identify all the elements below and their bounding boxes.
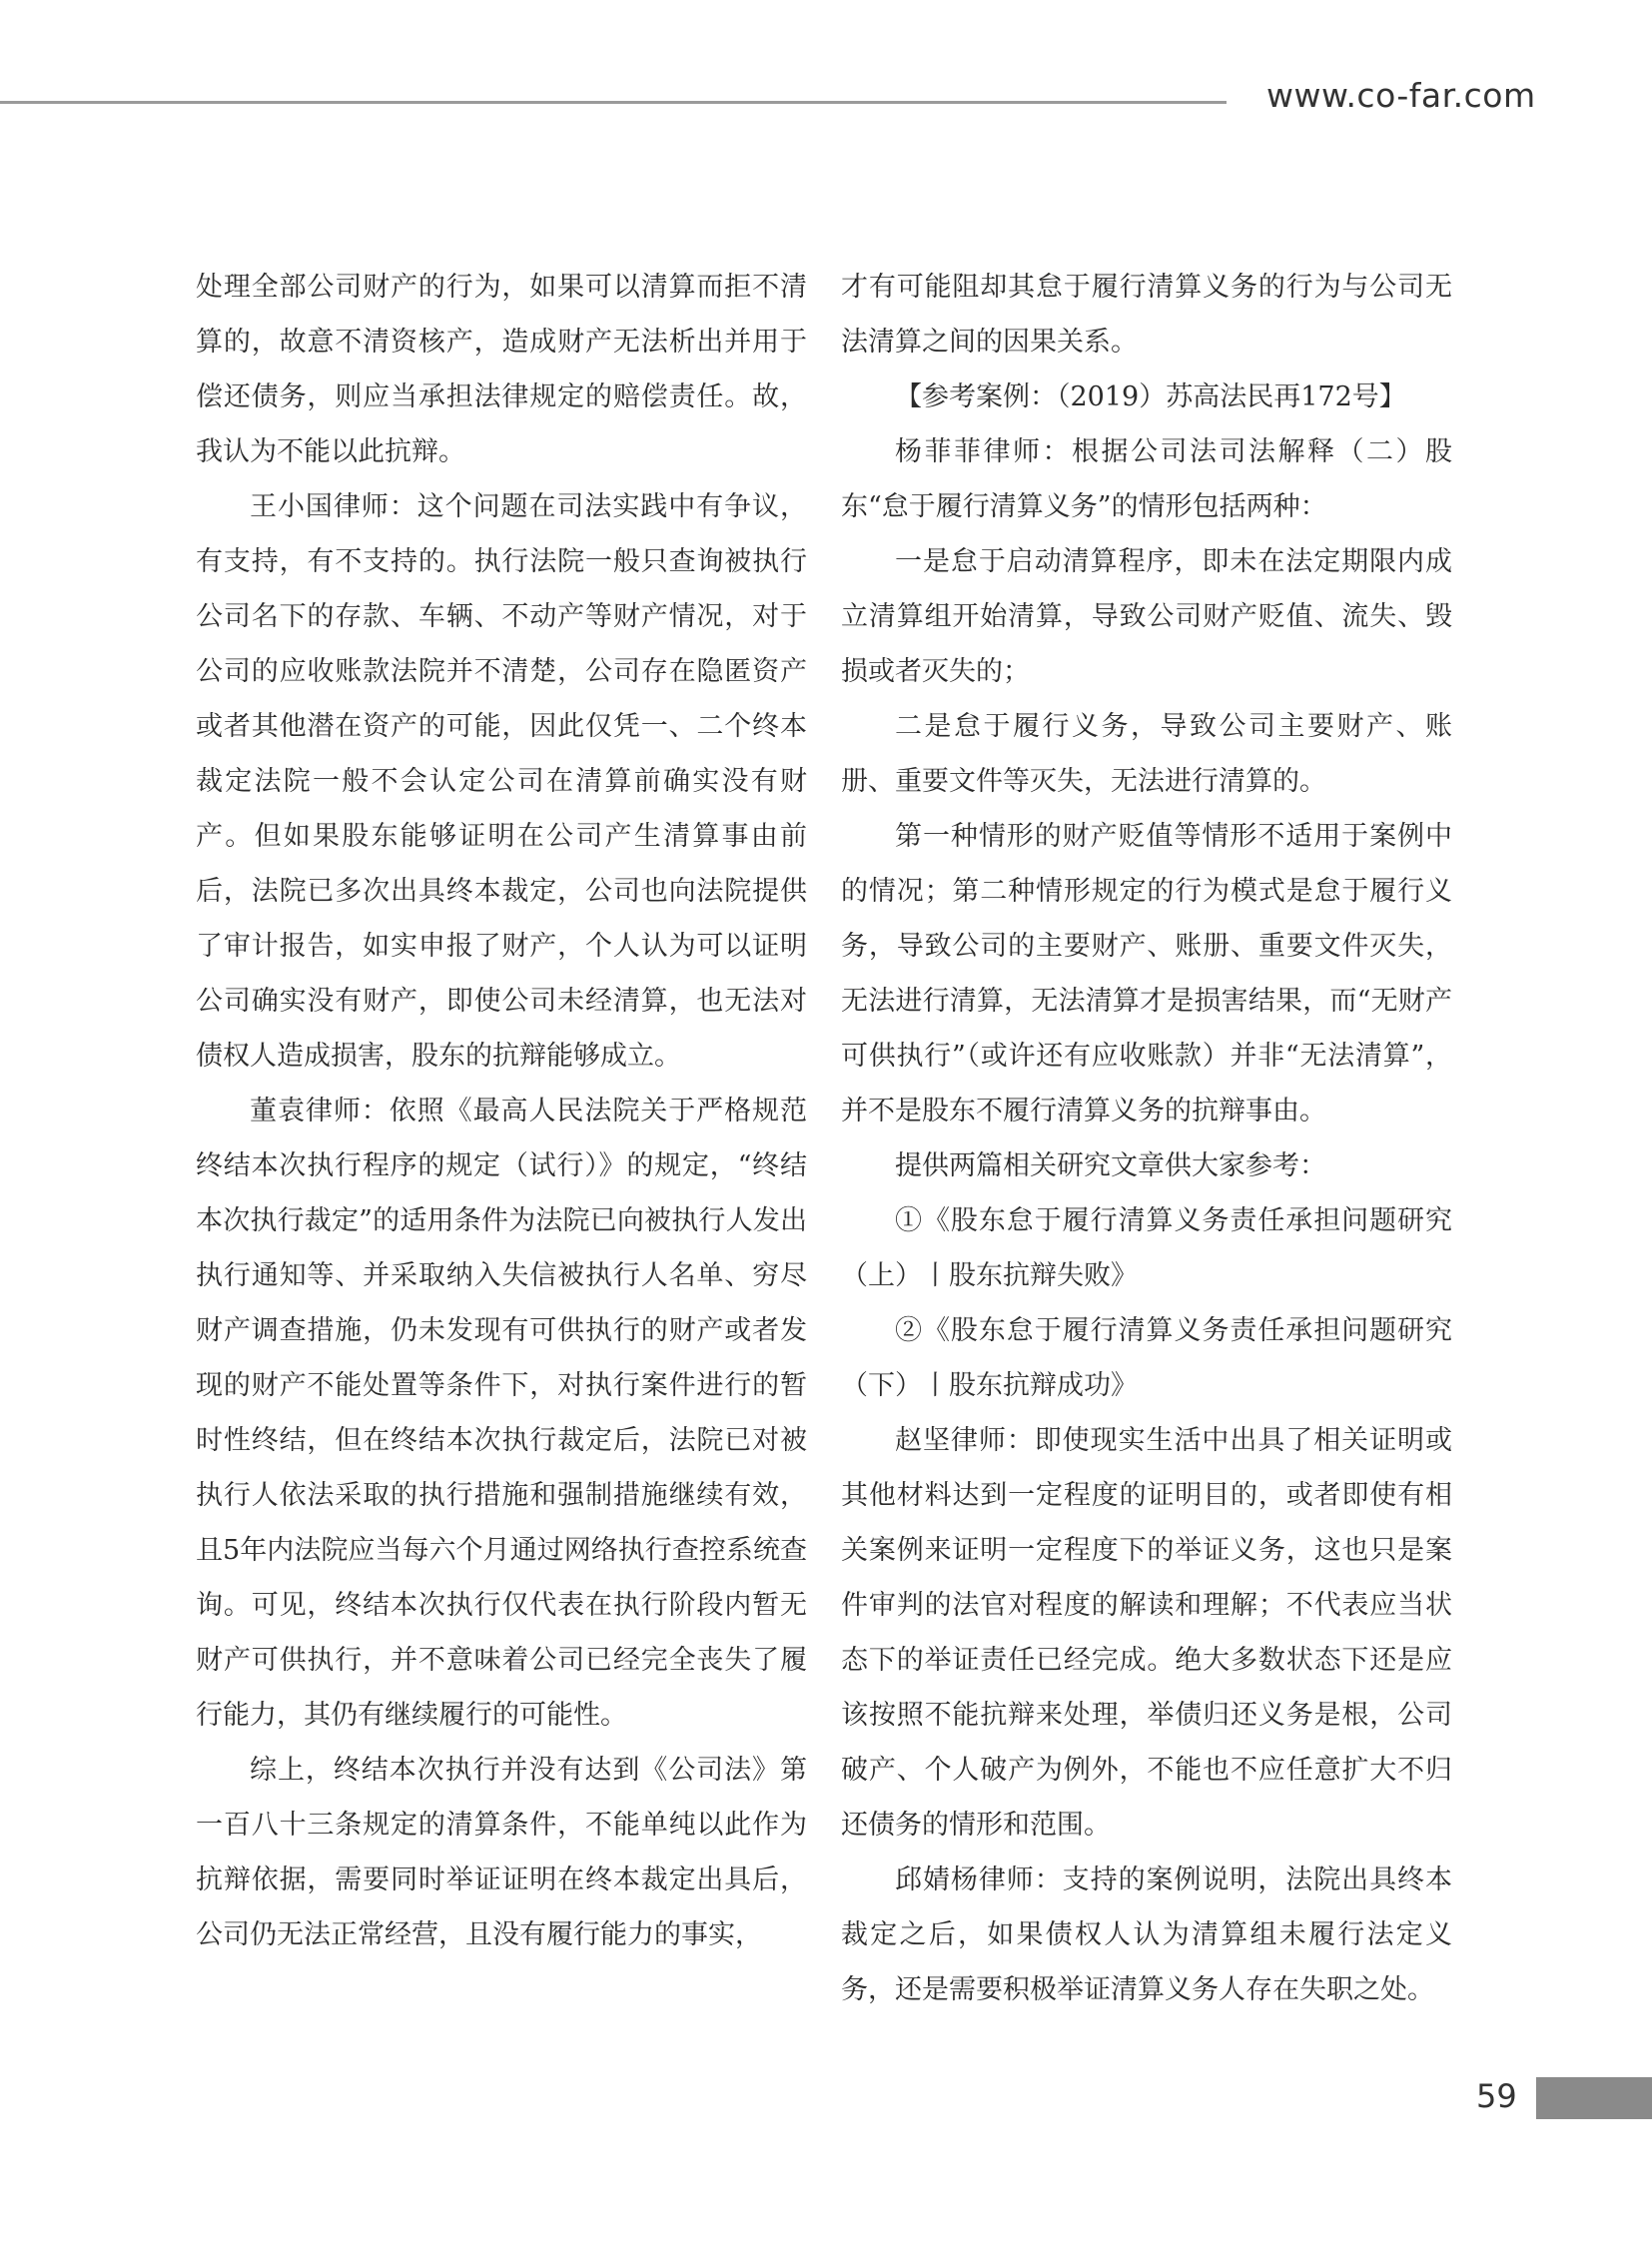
paragraph-case-two: 二是怠于履行义务，导致公司主要财产、账册、重要文件等灭失，无法进行清算的。: [841, 711, 1452, 797]
paragraph-zhao-jian: 赵坚律师：即使现实生活中出具了相关证明或其他材料达到一定程度的证明目的，或者即使有相关案例来证明一定程度下的举证义务，这也只是案件审判的法官对程度的解读和理解；不代表应当状态下的举证责任已经完成。绝大多数状态下还是应该按照不能抗辩来处理，举债归还义务是根，公司破产、个人破产为例外，不能也不应任意扩大不归还债务的情形和范围。: [841, 1425, 1452, 1841]
paragraph-continuation: 处理全部公司财产的行为，如果可以清算而拒不清算的，故意不清资核产，造成财产无法析出并用于偿还债务，则应当承担法律规定的赔偿责任。故，我认为不能以此抗辩。: [196, 272, 807, 467]
page-number-tab: [1536, 2077, 1652, 2119]
article-link-two[interactable]: ②《股东怠于履行清算义务责任承担问题研究（下）丨股东抗辩成功》: [841, 1315, 1452, 1401]
reference-case: 【参考案例：（2019）苏高法民再172号】: [895, 381, 1406, 412]
article-link-one[interactable]: ①《股东怠于履行清算义务责任承担问题研究（上）丨股东抗辩失败》: [841, 1205, 1452, 1291]
paragraph-yang-feifei: 杨菲菲律师：根据公司法司法解释（二）股东“怠于履行清算义务”的情形包括两种：: [841, 436, 1452, 522]
page-number: 59: [1476, 2077, 1517, 2115]
paragraph-qiu-jingyang: 邱婧杨律师：支持的案例说明，法院出具终本裁定之后，如果债权人认为清算组未履行法定义务，还是需要积极举证清算义务人存在失职之处。: [841, 1865, 1452, 2005]
paragraph-references-intro: 提供两篇相关研究文章供大家参考：: [895, 1150, 1326, 1181]
paragraph-summary: 综上，终结本次执行并没有达到《公司法》第一百八十三条规定的清算条件，不能单纯以此作为抗辩依据，需要同时举证证明在终本裁定出具后，公司仍无法正常经营，且没有履行能力的事实，: [196, 1755, 807, 1950]
header-rule: [0, 101, 1227, 104]
paragraph-case-one: 一是怠于启动清算程序，即未在法定期限内成立清算组开始清算，导致公司财产贬值、流失、毁损或者灭失的；: [841, 546, 1452, 687]
paragraph-analysis: 第一种情形的财产贬值等情形不适用于案例中的情况；第二种情形规定的行为模式是怠于履行义务，导致公司的主要财产、账册、重要文件灭失，无法进行清算，无法清算才是损害结果，而“无财产可供执行”（或许还有应收账款）并非“无法清算”，并不是股东不履行清算义务的抗辩事由。: [841, 821, 1452, 1126]
paragraph-wang-xiaoguo: 王小国律师：这个问题在司法实践中有争议，有支持，有不支持的。执行法院一般只查询被执行公司名下的存款、车辆、不动产等财产情况，对于公司的应收账款法院并不清楚，公司存在隐匿资产或者其他潜在资产的可能，因此仅凭一、二个终本裁定法院一般不会认定公司在清算前确实没有财产。但如果股东能够证明在公司产生清算事由前后，法院已多次出具终本裁定，公司也向法院提供了审计报告，如实申报了财产，个人认为可以证明公司确实没有财产，即使公司未经清算，也无法对债权人造成损害，股东的抗辩能够成立。: [196, 491, 807, 1072]
site-url[interactable]: www.co-far.com: [1266, 76, 1536, 115]
left-column: [196, 260, 807, 1962]
right-column: [841, 260, 1452, 2017]
paragraph-dong-yuan: 董袁律师：依照《最高人民法院关于严格规范终结本次执行程序的规定（试行）》的规定，“终结本次执行裁定”的适用条件为法院已向被执行人发出执行通知等、并采取纳入失信被执行人名单、穷尽财产调查措施，仍未发现有可供执行的财产或者发现的财产不能处置等条件下，对执行案件进行的暂时性终结，但在终结本次执行裁定后，法院已对被执行人依法采取的执行措施和强制措施继续有效，且5年内法院应当每六个月通过网络执行查控系统查询。可见，终结本次执行仅代表在执行阶段内暂无财产可供执行，并不意味着公司已经完全丧失了履行能力，其仍有继续履行的可能性。: [196, 1096, 807, 1731]
paragraph-continuation-right: 才有可能阻却其怠于履行清算义务的行为与公司无法清算之间的因果关系。: [841, 272, 1452, 358]
